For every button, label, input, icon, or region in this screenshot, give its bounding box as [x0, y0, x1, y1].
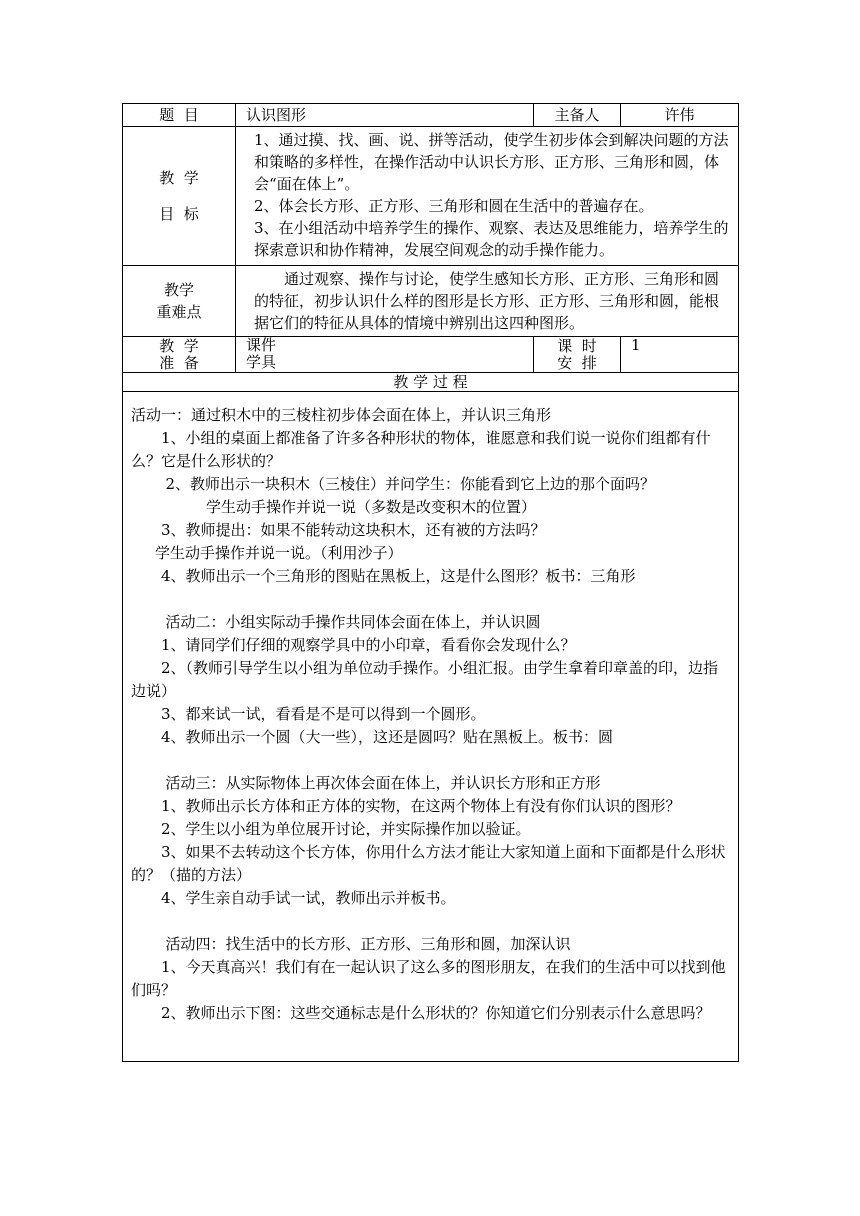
- activity1-title: 活动一：通过积木中的三棱柱初步体会面在体上，并认识三角形: [131, 406, 552, 424]
- process-heading-row: [123, 373, 739, 392]
- header-row: [123, 104, 739, 127]
- activity3-step3: 3、如果不去转动这个长方体，你用什么方法才能让大家知道上面和下面都是什么形状的？（描的方法）: [131, 843, 726, 884]
- preparation-value-line2: 学具: [246, 353, 277, 371]
- activity4-step1: 1、今天真高兴！我们有在一起认识了这么多的图形朋友，在我们的生活中可以找到他们吗？: [131, 958, 726, 999]
- activity2-step3: 3、都来试一试，看看是不是可以得到一个圆形。: [161, 705, 486, 723]
- key-points-label: [123, 266, 236, 337]
- activity2-step2: 2、（教师引导学生以小组为单位动手操作。小组汇报。由学生拿着印章盖的印，边指边说）: [131, 659, 719, 700]
- key-points-row: [123, 266, 739, 337]
- preparation-value: [236, 337, 534, 373]
- preparer-label: 主备人: [534, 104, 621, 127]
- activity3-step4: 4、学生亲自动手试一试，教师出示并板书。: [161, 889, 456, 907]
- activity1-step3: 3、教师提出：如果不能转动这块积木，还有被的方法吗？: [161, 521, 546, 539]
- activity3-step2: 2、学生以小组为单位展开讨论，并实际操作加以验证。: [161, 820, 531, 838]
- key-points-label-line1: 教学: [163, 281, 194, 299]
- activity2-step1: 1、请同学们仔细的观察学具中的小印章，看看你会发现什么？: [161, 636, 576, 654]
- preparation-value-line1: 课件: [246, 336, 277, 354]
- objective-2: 2、体会长方形、正方形、三角形和圆在生活中的普遍存在。: [254, 197, 654, 215]
- activity1-step2-sub: 学生动手操作并说一说（多数是改变积木的位置）: [206, 498, 537, 516]
- key-points-label-line2: 重难点: [156, 303, 202, 321]
- objectives-label-line1: 教 学: [159, 169, 199, 187]
- hours-label-line1: 课 时: [557, 336, 597, 355]
- title-label: 题 目: [123, 104, 236, 127]
- spacer: [131, 910, 728, 933]
- key-points-text: 通过观察、操作与讨论，使学生感知长方形、正方形、三角形和圆的特征，初步认识什么样的图形是长方形、正方形、三角形和圆，能根据它们的特征从具体的情境中辨别出这四种图形。: [254, 270, 720, 332]
- hours-value: 1: [621, 337, 739, 373]
- activity2-title: 活动二：小组实际动手操作共同体会面在体上，并认识圆: [165, 613, 541, 631]
- preparation-row: [123, 337, 739, 373]
- spacer: [131, 588, 728, 611]
- process-heading: 教 学 过 程: [123, 373, 739, 392]
- activity4-step2: 2、教师出示下图：这些交通标志是什么形状的？你知道它们分别表示什么意思吗？: [161, 1004, 711, 1022]
- hours-label-line2: 安 排: [557, 353, 597, 372]
- activity1-step1: 1、小组的桌面上都准备了许多各种形状的物体，谁愿意和我们说一说你们组都有什么？它是什么形状的？: [131, 429, 711, 470]
- activity3-step1: 1、教师出示长方体和正方体的实物，在这两个物体上有没有你们认识的图形？: [161, 797, 681, 815]
- title-value: 认识图形: [236, 104, 534, 127]
- objectives-label-line2: 目 标: [159, 205, 199, 223]
- objective-3: 3、在小组活动中培养学生的操作、观察、表达及思维能力，培养学生的探索意识和协作精神，发展空间观念的动手操作能力。: [254, 219, 729, 259]
- objectives-label: [123, 127, 236, 266]
- objectives-row: [123, 127, 739, 266]
- preparation-label: [123, 337, 236, 373]
- preparation-label-line2: 准 备: [159, 353, 199, 372]
- activity1-step3-sub: 学生动手操作并说一说。（利用沙子）: [155, 544, 403, 562]
- activity2-step4: 4、教师出示一个圆（大一些），这还是圆吗？贴在黑板上。板书：圆: [161, 728, 614, 746]
- activity4-title: 活动四：找生活中的长方形、正方形、三角形和圆，加深认识: [165, 935, 571, 953]
- objectives-content: [236, 127, 739, 266]
- hours-label: [534, 337, 621, 373]
- activity1-step4: 4、教师出示一个三角形的图贴在黑板上，这是什么图形？板书：三角形: [161, 567, 636, 585]
- process-content: [123, 392, 739, 1062]
- spacer: [131, 749, 728, 772]
- process-row: [123, 392, 739, 1062]
- objective-1: 1、通过摸、找、画、说、拼等活动，使学生初步体会到解决问题的方法和策略的多样性，在操作活动中认识长方形、正方形、三角形和圆，体会“面在体上”。: [254, 131, 729, 193]
- key-points-content: [236, 266, 739, 337]
- activity3-title: 活动三：从实际物体上再次体会面在体上，并认识长方形和正方形: [165, 774, 601, 792]
- lesson-plan-table: [122, 103, 739, 1062]
- preparation-label-line1: 教 学: [159, 336, 199, 355]
- preparer-value: 许伟: [621, 104, 739, 127]
- activity1-step2: 2、教师出示一块积木（三棱住）并问学生：你能看到它上边的那个面吗？: [165, 475, 656, 493]
